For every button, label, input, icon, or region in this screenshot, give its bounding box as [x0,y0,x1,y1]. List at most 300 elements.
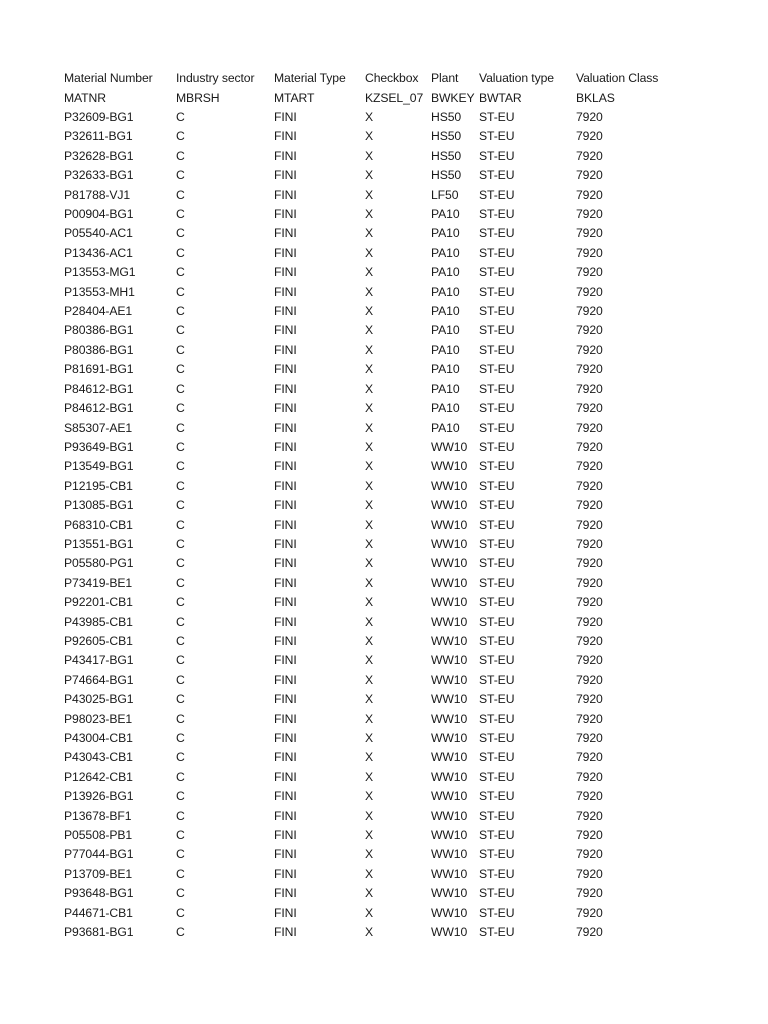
valuation-class-cell: 7920 [576,653,603,668]
material-type-cell: FINI [274,110,297,125]
tech-name-bwkey: BWKEY [431,90,475,105]
plant-cell: WW10 [431,614,468,629]
plant-cell: LF50 [431,187,459,202]
checkbox-cell: X [365,672,374,687]
valuation-type-cell: ST-EU [479,401,515,416]
checkbox-cell: X [365,789,374,804]
valuation-class-cell: 7920 [576,866,603,881]
checkbox-cell: X [365,517,374,532]
industry-sector-cell: C [176,323,185,338]
industry-sector-cell: C [176,575,185,590]
checkbox-cell: X [365,653,374,668]
material-number-cell: P05508-PB1 [64,828,133,843]
table-row [64,632,674,651]
material-type-cell: FINI [274,925,297,940]
material-type-cell: FINI [274,750,297,765]
table-row [64,787,674,806]
checkbox-cell: X [365,614,374,629]
valuation-type-cell: ST-EU [479,808,515,823]
material-type-cell: FINI [274,789,297,804]
industry-sector-cell: C [176,633,185,648]
material-number-cell: P00904-BG1 [64,207,134,222]
material-type-cell: FINI [274,633,297,648]
checkbox-cell: X [365,847,374,862]
industry-sector-cell: C [176,498,185,513]
industry-sector-cell: C [176,789,185,804]
material-number-cell: P84612-BG1 [64,401,134,416]
valuation-class-cell: 7920 [576,672,603,687]
valuation-type-cell: ST-EU [479,478,515,493]
material-type-cell: FINI [274,323,297,338]
table-row [64,457,674,476]
plant-cell: PA10 [431,304,460,319]
plant-cell: PA10 [431,265,460,280]
valuation-type-cell: ST-EU [479,556,515,571]
material-number-cell: P12195-CB1 [64,478,133,493]
plant-cell: WW10 [431,866,468,881]
valuation-type-cell: ST-EU [479,342,515,357]
industry-sector-cell: C [176,148,185,163]
tech-name-kzsel: KZSEL_07 [365,90,424,105]
material-number-cell: P13436-AC1 [64,245,133,260]
valuation-type-cell: ST-EU [479,905,515,920]
material-type-cell: FINI [274,692,297,707]
tech-name-matnr: MATNR [64,90,106,105]
valuation-class-cell: 7920 [576,148,603,163]
table-row [64,205,674,224]
valuation-type-cell: ST-EU [479,633,515,648]
material-number-cell: P28404-AE1 [64,304,133,319]
checkbox-cell: X [365,633,374,648]
header-row [64,69,674,88]
tech-name-row [64,88,674,107]
plant-cell: WW10 [431,536,468,551]
material-number-cell: P92605-CB1 [64,633,133,648]
material-number-cell: P43985-CB1 [64,614,133,629]
material-number-cell: P93681-BG1 [64,925,134,940]
material-number-cell: P32609-BG1 [64,110,134,125]
table-row [64,884,674,903]
material-number-cell: P81788-VJ1 [64,187,131,202]
industry-sector-cell: C [176,420,185,435]
table-row [64,341,674,360]
table-row [64,321,674,340]
plant-cell: PA10 [431,207,460,222]
checkbox-cell: X [365,187,374,202]
industry-sector-cell: C [176,711,185,726]
table-row [64,244,674,263]
tech-name-mbrsh: MBRSH [176,90,220,105]
plant-cell: PA10 [431,420,460,435]
checkbox-cell: X [365,110,374,125]
valuation-type-cell: ST-EU [479,886,515,901]
header-valuation-class: Valuation Class [576,71,659,86]
table-row [64,748,674,767]
valuation-class-cell: 7920 [576,245,603,260]
table-row [64,224,674,243]
valuation-type-cell: ST-EU [479,323,515,338]
material-number-cell: P80386-BG1 [64,323,134,338]
material-type-cell: FINI [274,847,297,862]
table-row [64,282,674,301]
valuation-class-cell: 7920 [576,439,603,454]
material-type-cell: FINI [274,769,297,784]
material-number-cell: P43417-BG1 [64,653,134,668]
valuation-class-cell: 7920 [576,168,603,183]
valuation-type-cell: ST-EU [479,731,515,746]
material-number-cell: P84612-BG1 [64,381,134,396]
industry-sector-cell: C [176,692,185,707]
valuation-type-cell: ST-EU [479,828,515,843]
material-number-cell: P05540-AC1 [64,226,133,241]
material-number-cell: P05580-PG1 [64,556,134,571]
table-row [64,709,674,728]
table-row [64,826,674,845]
valuation-class-cell: 7920 [576,789,603,804]
material-type-cell: FINI [274,808,297,823]
industry-sector-cell: C [176,672,185,687]
tech-name-bwtar: BWTAR [479,90,522,105]
industry-sector-cell: C [176,614,185,629]
industry-sector-cell: C [176,847,185,862]
valuation-class-cell: 7920 [576,362,603,377]
table-row [64,477,674,496]
material-type-cell: FINI [274,207,297,222]
material-table [64,69,674,942]
table-row [64,768,674,787]
valuation-class-cell: 7920 [576,342,603,357]
valuation-class-cell: 7920 [576,575,603,590]
plant-cell: PA10 [431,245,460,260]
material-type-cell: FINI [274,595,297,610]
checkbox-cell: X [365,226,374,241]
checkbox-cell: X [365,381,374,396]
table-row [64,515,674,534]
valuation-class-cell: 7920 [576,692,603,707]
material-number-cell: P73419-BE1 [64,575,133,590]
plant-cell: PA10 [431,362,460,377]
material-number-cell: P44671-CB1 [64,905,133,920]
material-number-cell: P77044-BG1 [64,847,134,862]
valuation-type-cell: ST-EU [479,536,515,551]
table-row [64,612,674,631]
valuation-class-cell: 7920 [576,847,603,862]
table-row [64,554,674,573]
valuation-class-cell: 7920 [576,226,603,241]
checkbox-cell: X [365,731,374,746]
valuation-class-cell: 7920 [576,828,603,843]
material-number-cell: P92201-CB1 [64,595,133,610]
plant-cell: PA10 [431,401,460,416]
valuation-class-cell: 7920 [576,536,603,551]
plant-cell: WW10 [431,633,468,648]
industry-sector-cell: C [176,828,185,843]
table-row [64,360,674,379]
plant-cell: WW10 [431,886,468,901]
material-type-cell: FINI [274,459,297,474]
valuation-class-cell: 7920 [576,323,603,338]
valuation-class-cell: 7920 [576,401,603,416]
tech-name-bklas: BKLAS [576,90,615,105]
industry-sector-cell: C [176,362,185,377]
checkbox-cell: X [365,498,374,513]
plant-cell: WW10 [431,498,468,513]
valuation-type-cell: ST-EU [479,187,515,202]
material-type-cell: FINI [274,148,297,163]
industry-sector-cell: C [176,866,185,881]
material-type-cell: FINI [274,478,297,493]
checkbox-cell: X [365,459,374,474]
industry-sector-cell: C [176,381,185,396]
valuation-type-cell: ST-EU [479,265,515,280]
checkbox-cell: X [365,168,374,183]
checkbox-cell: X [365,575,374,590]
table-row [64,574,674,593]
industry-sector-cell: C [176,905,185,920]
checkbox-cell: X [365,711,374,726]
material-number-cell: P13553-MG1 [64,265,136,280]
plant-cell: HS50 [431,129,462,144]
material-number-cell: P43004-CB1 [64,731,133,746]
table-row [64,690,674,709]
valuation-class-cell: 7920 [576,905,603,920]
industry-sector-cell: C [176,265,185,280]
industry-sector-cell: C [176,808,185,823]
valuation-class-cell: 7920 [576,110,603,125]
plant-cell: WW10 [431,692,468,707]
industry-sector-cell: C [176,517,185,532]
table-row [64,496,674,515]
valuation-class-cell: 7920 [576,750,603,765]
material-number-cell: P32628-BG1 [64,148,134,163]
valuation-class-cell: 7920 [576,614,603,629]
plant-cell: WW10 [431,905,468,920]
material-type-cell: FINI [274,129,297,144]
material-type-cell: FINI [274,575,297,590]
valuation-type-cell: ST-EU [479,866,515,881]
checkbox-cell: X [365,420,374,435]
material-type-cell: FINI [274,401,297,416]
checkbox-cell: X [365,323,374,338]
material-type-cell: FINI [274,536,297,551]
material-number-cell: P13926-BG1 [64,789,134,804]
material-type-cell: FINI [274,362,297,377]
industry-sector-cell: C [176,750,185,765]
plant-cell: WW10 [431,711,468,726]
material-type-cell: FINI [274,731,297,746]
industry-sector-cell: C [176,342,185,357]
checkbox-cell: X [365,304,374,319]
table-body [64,108,674,942]
material-number-cell: P43025-BG1 [64,692,134,707]
valuation-type-cell: ST-EU [479,498,515,513]
valuation-type-cell: ST-EU [479,148,515,163]
valuation-class-cell: 7920 [576,304,603,319]
valuation-type-cell: ST-EU [479,653,515,668]
material-type-cell: FINI [274,381,297,396]
plant-cell: WW10 [431,925,468,940]
valuation-type-cell: ST-EU [479,245,515,260]
material-type-cell: FINI [274,614,297,629]
material-type-cell: FINI [274,187,297,202]
checkbox-cell: X [365,362,374,377]
material-type-cell: FINI [274,284,297,299]
valuation-class-cell: 7920 [576,556,603,571]
checkbox-cell: X [365,265,374,280]
material-number-cell: P13709-BE1 [64,866,133,881]
material-number-cell: P32633-BG1 [64,168,134,183]
plant-cell: WW10 [431,750,468,765]
valuation-type-cell: ST-EU [479,304,515,319]
plant-cell: PA10 [431,381,460,396]
plant-cell: WW10 [431,575,468,590]
industry-sector-cell: C [176,110,185,125]
valuation-class-cell: 7920 [576,633,603,648]
plant-cell: WW10 [431,828,468,843]
material-number-cell: P32611-BG1 [64,129,133,144]
industry-sector-cell: C [176,284,185,299]
material-number-cell: P13551-BG1 [64,536,134,551]
valuation-type-cell: ST-EU [479,362,515,377]
valuation-type-cell: ST-EU [479,711,515,726]
industry-sector-cell: C [176,187,185,202]
material-type-cell: FINI [274,245,297,260]
material-number-cell: P93649-BG1 [64,439,134,454]
checkbox-cell: X [365,866,374,881]
checkbox-cell: X [365,692,374,707]
valuation-type-cell: ST-EU [479,129,515,144]
checkbox-cell: X [365,769,374,784]
valuation-class-cell: 7920 [576,711,603,726]
plant-cell: WW10 [431,653,468,668]
checkbox-cell: X [365,556,374,571]
industry-sector-cell: C [176,731,185,746]
table-row [64,535,674,554]
checkbox-cell: X [365,886,374,901]
valuation-type-cell: ST-EU [479,925,515,940]
plant-cell: WW10 [431,769,468,784]
valuation-class-cell: 7920 [576,207,603,222]
valuation-type-cell: ST-EU [479,420,515,435]
material-type-cell: FINI [274,265,297,280]
material-type-cell: FINI [274,304,297,319]
material-number-cell: P43043-CB1 [64,750,133,765]
industry-sector-cell: C [176,129,185,144]
checkbox-cell: X [365,595,374,610]
material-type-cell: FINI [274,711,297,726]
valuation-type-cell: ST-EU [479,692,515,707]
checkbox-cell: X [365,401,374,416]
table-row [64,651,674,670]
plant-cell: WW10 [431,459,468,474]
valuation-class-cell: 7920 [576,808,603,823]
plant-cell: WW10 [431,478,468,493]
checkbox-cell: X [365,342,374,357]
industry-sector-cell: C [176,769,185,784]
plant-cell: WW10 [431,808,468,823]
valuation-class-cell: 7920 [576,129,603,144]
industry-sector-cell: C [176,886,185,901]
material-number-cell: P12642-CB1 [64,769,133,784]
valuation-class-cell: 7920 [576,517,603,532]
valuation-type-cell: ST-EU [479,595,515,610]
valuation-type-cell: ST-EU [479,769,515,784]
industry-sector-cell: C [176,207,185,222]
plant-cell: WW10 [431,595,468,610]
valuation-class-cell: 7920 [576,925,603,940]
valuation-type-cell: ST-EU [479,381,515,396]
table-row [64,263,674,282]
material-type-cell: FINI [274,886,297,901]
table-row [64,380,674,399]
plant-cell: WW10 [431,789,468,804]
industry-sector-cell: C [176,439,185,454]
checkbox-cell: X [365,808,374,823]
material-sheet [64,69,704,942]
material-type-cell: FINI [274,556,297,571]
material-type-cell: FINI [274,498,297,513]
plant-cell: WW10 [431,517,468,532]
material-number-cell: P80386-BG1 [64,342,134,357]
material-number-cell: P74664-BG1 [64,672,134,687]
table-row [64,185,674,204]
industry-sector-cell: C [176,245,185,260]
valuation-type-cell: ST-EU [479,789,515,804]
plant-cell: WW10 [431,731,468,746]
valuation-class-cell: 7920 [576,731,603,746]
checkbox-cell: X [365,925,374,940]
table-row [64,302,674,321]
industry-sector-cell: C [176,304,185,319]
table-row [64,147,674,166]
industry-sector-cell: C [176,226,185,241]
valuation-type-cell: ST-EU [479,459,515,474]
industry-sector-cell: C [176,556,185,571]
valuation-class-cell: 7920 [576,265,603,280]
material-number-cell: P68310-CB1 [64,517,133,532]
material-type-cell: FINI [274,828,297,843]
checkbox-cell: X [365,905,374,920]
valuation-class-cell: 7920 [576,595,603,610]
valuation-type-cell: ST-EU [479,847,515,862]
industry-sector-cell: C [176,168,185,183]
checkbox-cell: X [365,478,374,493]
plant-cell: WW10 [431,672,468,687]
header-material-number: Material Number [64,71,153,86]
valuation-class-cell: 7920 [576,187,603,202]
industry-sector-cell: C [176,653,185,668]
material-type-cell: FINI [274,168,297,183]
valuation-type-cell: ST-EU [479,168,515,183]
plant-cell: HS50 [431,110,462,125]
header-valuation-type: Valuation type [479,71,554,86]
industry-sector-cell: C [176,925,185,940]
material-type-cell: FINI [274,517,297,532]
checkbox-cell: X [365,245,374,260]
valuation-type-cell: ST-EU [479,750,515,765]
checkbox-cell: X [365,207,374,222]
industry-sector-cell: C [176,536,185,551]
table-row [64,806,674,825]
material-number-cell: P13549-BG1 [64,459,134,474]
valuation-type-cell: ST-EU [479,284,515,299]
material-number-cell: P13678-BF1 [64,808,132,823]
material-number-cell: P81691-BG1 [64,362,134,377]
material-type-cell: FINI [274,866,297,881]
valuation-type-cell: ST-EU [479,575,515,590]
material-number-cell: P98023-BE1 [64,711,133,726]
industry-sector-cell: C [176,401,185,416]
